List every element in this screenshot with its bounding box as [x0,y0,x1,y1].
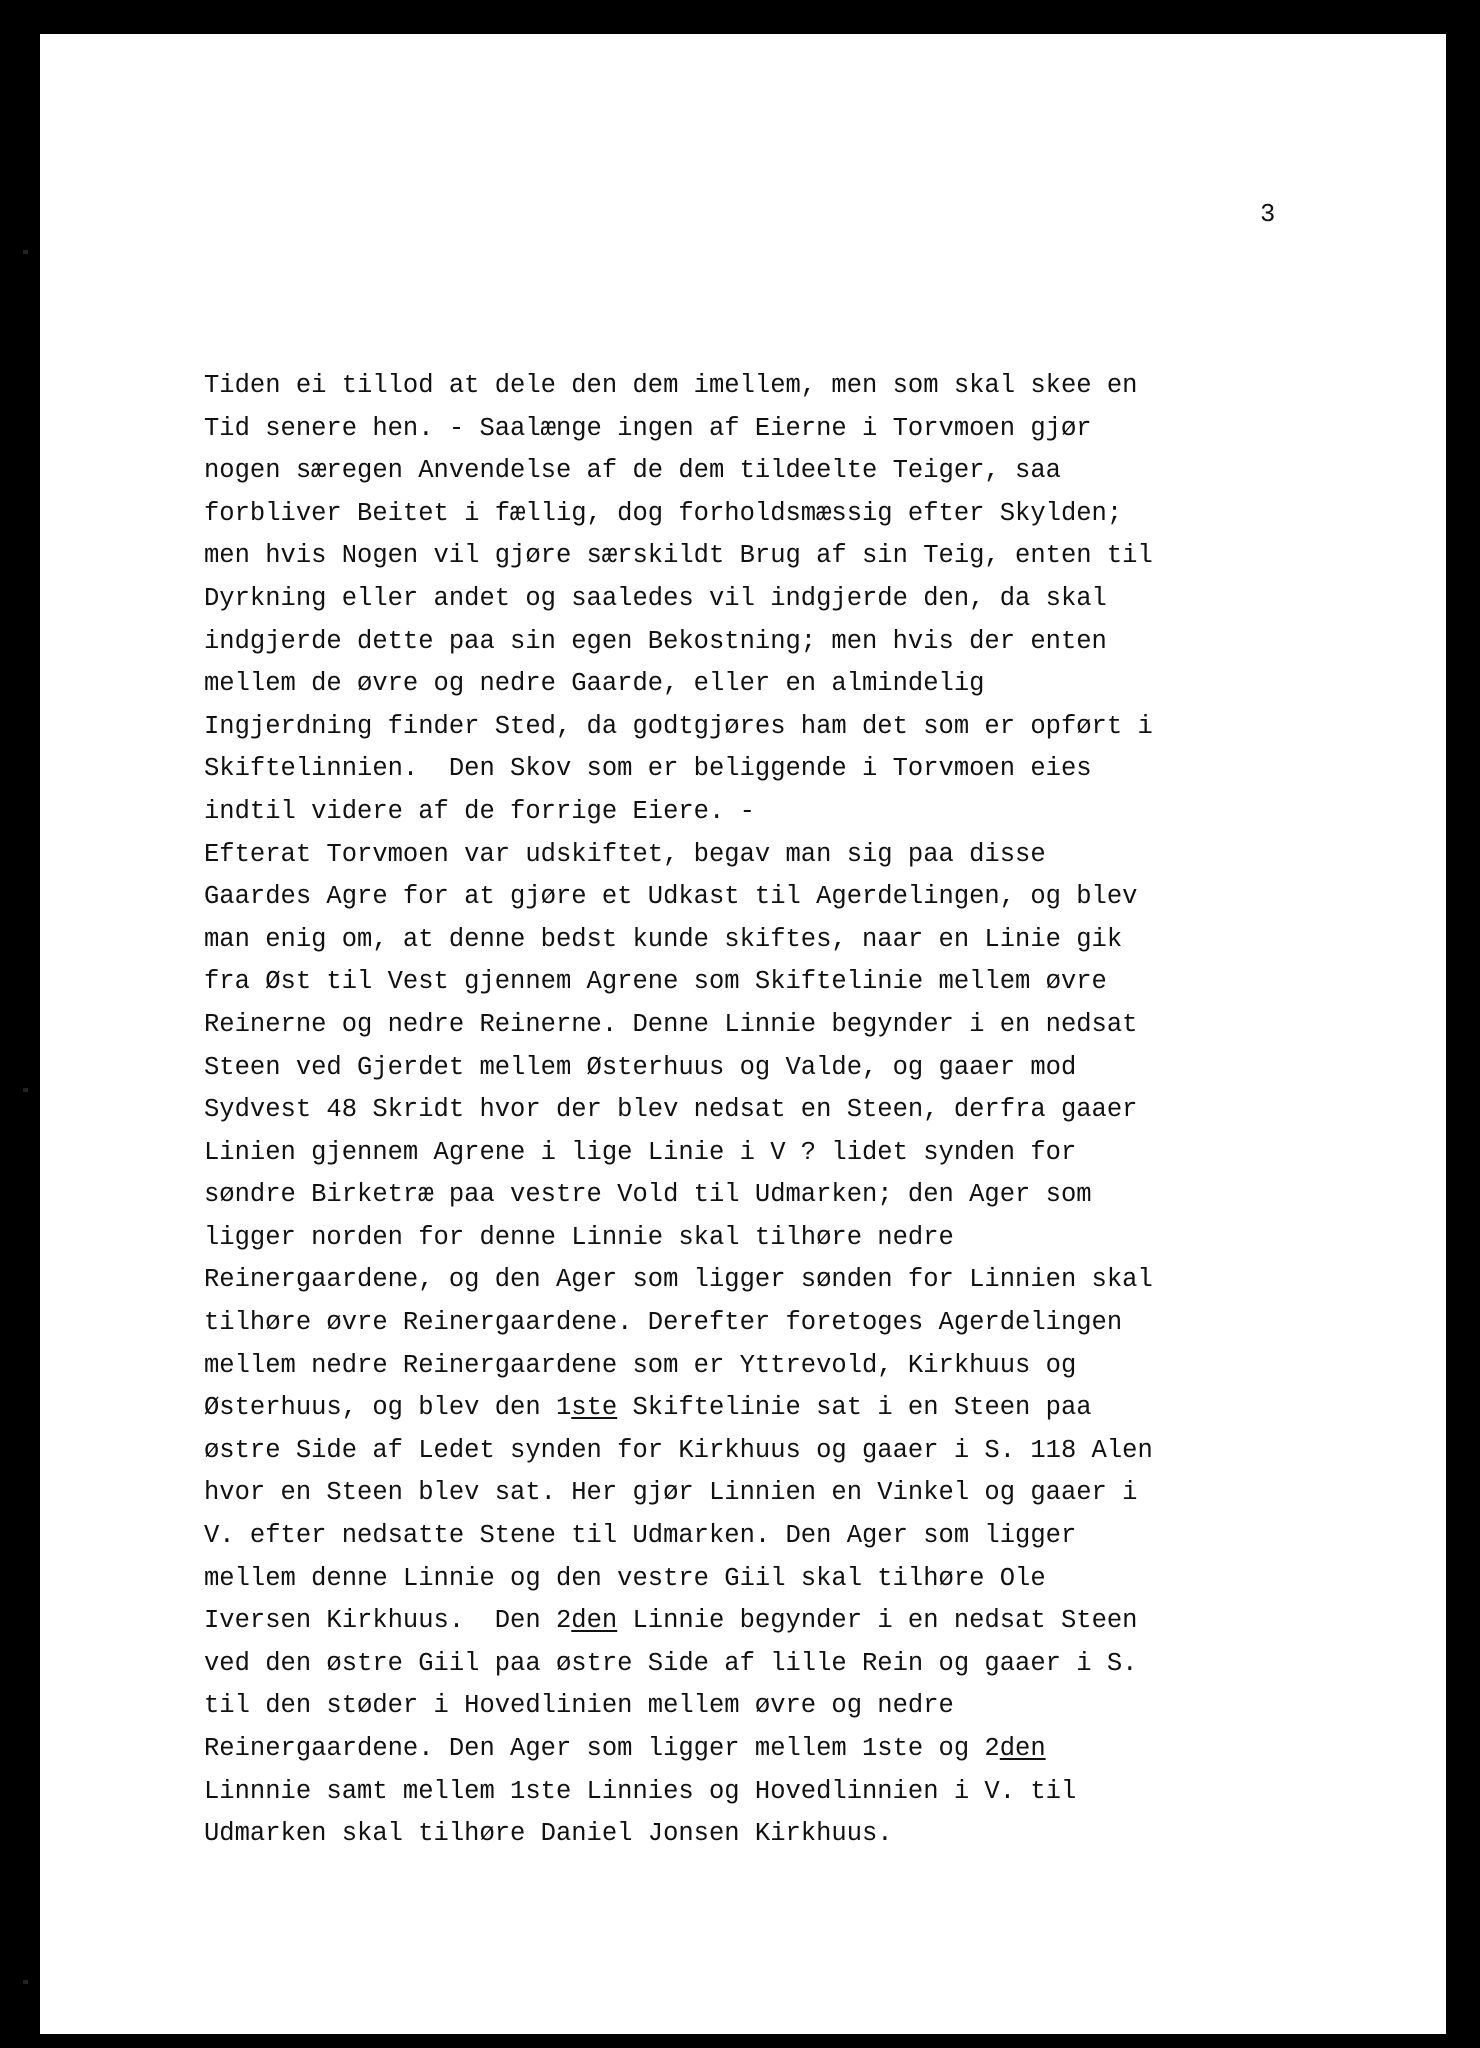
text-line [204,1771,1444,1814]
text-segment: østre Side af Ledet synden for Kirkhuus og gaaer i S. 118 Alen [204,1435,1153,1465]
text-segment: men hvis Nogen vil gjøre særskildt Brug af sin Teig, enten til [204,541,1153,571]
text-line [204,1089,1444,1132]
text-line [204,1558,1444,1601]
text-line [204,663,1444,706]
document-page [40,34,1446,2034]
text-segment: Reinerne og nedre Reinerne. Denne Linnie begynder i en nedsat [204,1009,1138,1039]
text-line [204,578,1444,621]
text-line [204,1387,1444,1430]
text-segment: Østerhuus, og blev den 1 [204,1393,572,1423]
text-segment: nogen særegen Anvendelse af de dem tildeelte Teiger, saa [204,456,1061,486]
text-segment: Sydvest 48 Skridt hvor der blev nedsat en Steen, derfra gaaer [204,1095,1138,1125]
text-segment: Dyrkning eller andet og saaledes vil indgjerde den, da skal [204,583,1107,613]
text-segment: Tid senere hen. - Saalænge ingen af Eierne i Torvmoen gjør [204,413,1092,443]
text-line [204,1430,1444,1473]
text-line [204,493,1444,536]
scan-edge-mark [23,250,28,254]
body-text [204,365,1444,1856]
text-segment: Ingjerdning finder Sted, da godtgjøres ham det som er opført i [204,711,1153,741]
text-segment: Linien gjennem Agrene i lige Linie i V ? lidet synden for [204,1137,1077,1167]
text-segment: ligger norden for denne Linnie skal tilhøre nedre [204,1222,954,1252]
text-segment: Steen ved Gjerdet mellem Østerhuus og Valde, og gaaer mod [204,1052,1077,1082]
text-line [204,1004,1444,1047]
text-line [204,919,1444,962]
text-segment: Gaardes Agre for at gjøre et Udkast til Agerdelingen, og blev [204,882,1138,912]
text-line [204,961,1444,1004]
text-line [204,1345,1444,1388]
scan-edge-mark [23,1088,28,1092]
text-line [204,1472,1444,1515]
scan-edge-mark [23,1980,28,1984]
text-line [204,1302,1444,1345]
text-line [204,1813,1444,1856]
text-segment: indtil videre af de forrige Eiere. - [204,796,755,826]
text-segment: Skiftelinie sat i en Steen paa [617,1393,1092,1423]
text-segment: Linnie begynder i en nedsat Steen [617,1606,1138,1636]
text-line [204,1174,1444,1217]
underlined-text: ste [571,1393,618,1423]
text-line [204,1217,1444,1260]
text-line [204,535,1444,578]
underlined-text: den [999,1734,1046,1763]
text-line [204,408,1444,451]
text-line [204,706,1444,749]
text-segment: søndre Birketræ paa vestre Vold til Udmarken; den Ager som [204,1180,1092,1210]
text-line [204,450,1444,493]
text-segment: Reinergaardene. Den Ager som ligger mellem 1ste og 2 [204,1734,1000,1763]
text-segment: Efterat Torvmoen var udskiftet, begav man sig paa disse [204,839,1046,869]
text-line [204,1132,1444,1175]
text-line [204,748,1444,791]
text-line [204,621,1444,664]
text-line [204,834,1444,877]
page-number: 3 [1260,200,1276,229]
text-line [204,1728,1444,1771]
text-line [204,1047,1444,1090]
text-line [204,1643,1444,1686]
text-segment: ved den østre Giil paa østre Side af lille Rein og gaaer i S. [204,1648,1138,1678]
text-segment: Iversen Kirkhuus. Den 2 [204,1606,572,1636]
text-segment: man enig om, at denne bedst kunde skiftes, naar en Linie gik [204,924,1123,954]
text-segment: til den støder i Hovedlinien mellem øvre og nedre [204,1691,954,1721]
text-segment: mellem denne Linnie og den vestre Giil skal tilhøre Ole [204,1563,1046,1593]
text-segment: Tiden ei tillod at dele den dem imellem, men som skal skee en [204,371,1138,400]
text-segment: Reinergaardene, og den Ager som ligger sønden for Linnien skal [204,1265,1153,1295]
text-segment: V. efter nedsatte Stene til Udmarken. Den Ager som ligger [204,1521,1077,1551]
text-segment: mellem de øvre og nedre Gaarde, eller en almindelig [204,669,985,699]
text-line [204,1685,1444,1728]
text-segment: mellem nedre Reinergaardene som er Yttrevold, Kirkhuus og [204,1350,1077,1380]
text-line [204,1515,1444,1558]
text-line [204,365,1444,408]
text-line [204,876,1444,919]
text-segment: hvor en Steen blev sat. Her gjør Linnien en Vinkel og gaaer i [204,1478,1138,1508]
text-segment: Skiftelinnien. Den Skov som er beliggende i Torvmoen eies [204,754,1092,784]
text-line [204,1259,1444,1302]
text-segment: indgjerde dette paa sin egen Bekostning; men hvis der enten [204,626,1107,656]
text-line [204,1600,1444,1643]
text-segment: Linnnie samt mellem 1ste Linnies og Hovedlinnien i V. til [204,1776,1077,1806]
text-segment: forbliver Beitet i fællig, dog forholdsmæssig efter Skylden; [204,498,1123,528]
text-segment: Udmarken skal tilhøre Daniel Jonsen Kirkhuus. [204,1819,893,1849]
text-line [204,791,1444,834]
underlined-text: den [571,1606,618,1636]
text-segment: fra Øst til Vest gjennem Agrene som Skiftelinie mellem øvre [204,967,1107,997]
text-segment: tilhøre øvre Reinergaardene. Derefter foretoges Agerdelingen [204,1308,1123,1338]
